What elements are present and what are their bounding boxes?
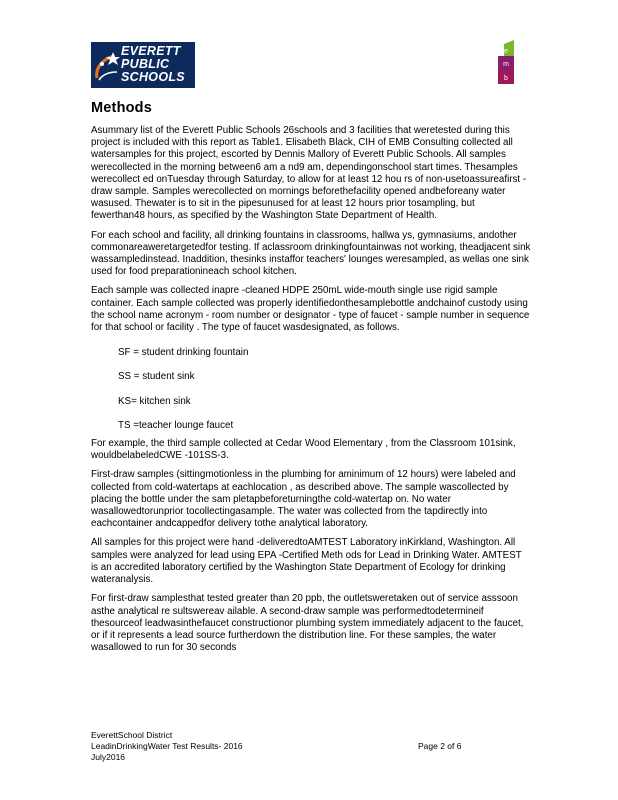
paragraph-label-example: For example, the third sample collected at Cedar Wood Elementary , from the Classroom 101sink, wouldbelabeledCWE -101SS-3. [91, 438, 516, 462]
faucet-code-ss: SS = student sink [118, 371, 195, 383]
district-logo-line-1: EVERETT [121, 44, 181, 58]
footer-report-title: LeadinDrinkingWater Test Results- 2016 [91, 741, 243, 751]
swoosh-star-icon [93, 50, 123, 84]
district-logo-line-3: SCHOOLS [121, 70, 185, 84]
emb-logo-letter-b: b [504, 75, 508, 82]
paragraph-first-draw: First-draw samples (sittingmotionless in the plumbing for aminimum of 12 hours) were labeled and collected from cold-watertaps at eachlocation , as described above. The sample wascollected by placing the bottle under the sam pletapbeforeturningthe cold-watertap on. No water wasallowedtorunprior tocollectingasample. The water was collected from the tapdirectly into eachcontainer andcappedfor delivery tothe analytical laboratory. [91, 469, 516, 530]
everett-public-schools-logo [91, 42, 195, 88]
methods-body [91, 125, 531, 661]
page-footer [91, 730, 531, 763]
paragraph-sampling-locations: For each school and facility, all drinking fountains in classrooms, hallwa ys, gymnasiums, andother commonareaweretargetedfor testing. If aclassroom drinkingfountainwas not working, theadjacent sink wassampledinstead. Inaddition, thesinks instaffor teachers' lounges weresampled, as wellas one sink used for food preparationineach school kitchen. [91, 229, 531, 278]
district-logo-text [121, 45, 185, 84]
district-logo-line-2: PUBLIC [121, 57, 170, 71]
emb-logo-letter-m: m [503, 61, 509, 68]
faucet-code-ts: TS =teacher lounge faucet [118, 419, 234, 431]
page-number: Page 2 of 6 [418, 741, 462, 751]
paragraph-second-draw: For first-draw samplesthat tested greater than 20 ppb, the outletsweretaken out of service asssoon asthe analytical re sultswereav ailable. A second-draw sample was performedtodetermineif thesourceof leadwasinthefaucet constructionor plumbing system immediately adjacent to the faucet, or if it represents a lead source furtherdown the distribution line. For these samples, the water wasallowed to run for 30 seconds [91, 593, 524, 654]
footer-date: July2016 [91, 752, 126, 762]
section-title: Methods [91, 100, 153, 116]
emb-consulting-logo [494, 40, 520, 84]
paragraph-sampling-overview: Asummary list of the Everett Public Schools 26schools and 3 facilities that weretested during this project is included with this report as Table1. Elisabeth Black, CIH of EMB Consulting collected all watersamples for this project, escorted by Dennis Mallory of Everett Public Schools. All samples werecollected in the morning between6 am a nd9 am, dependingonschool start times. Thesamples werecollect ed onTuesday through Saturday, to allow for at least 12 hou rs of non-usetoassureafirst -draw sample. Samples werecollected on mornings beforethefacility opened andbeforeany water wasused. Thewater is to sit in the pipesunused for at least 12 hours prior tosampling, but fewerthan48 hours, as specified by the Washington State Department of Health. [91, 125, 527, 222]
footer-district: EverettSchool District [91, 730, 173, 740]
paragraph-laboratory: All samples for this project were hand -deliveredtoAMTEST Laboratory inKirkland, Washington. All samples were analyzed for lead using EPA -Certified Meth ods for Lead in Drinking Water. AMTEST is an accredited laboratory certified by the Washington State Department of Ecology for drinking wateranalysis. [91, 537, 522, 586]
faucet-code-sf: SF = student drinking fountain [118, 347, 249, 359]
emb-logo-letter-e: e [504, 48, 508, 55]
faucet-code-ks: KS= kitchen sink [118, 395, 191, 407]
paragraph-sample-container: Each sample was collected inapre -cleaned HDPE 250mL wide-mouth single use rigid sample container. Each sample collected was properly identifiedonthesamplebottle andchainof custody using the school name acronym - room number or designator - type of faucet - sample number in sequence for that school or facility . The type of faucet wasdesignated, as follows. [91, 285, 530, 334]
